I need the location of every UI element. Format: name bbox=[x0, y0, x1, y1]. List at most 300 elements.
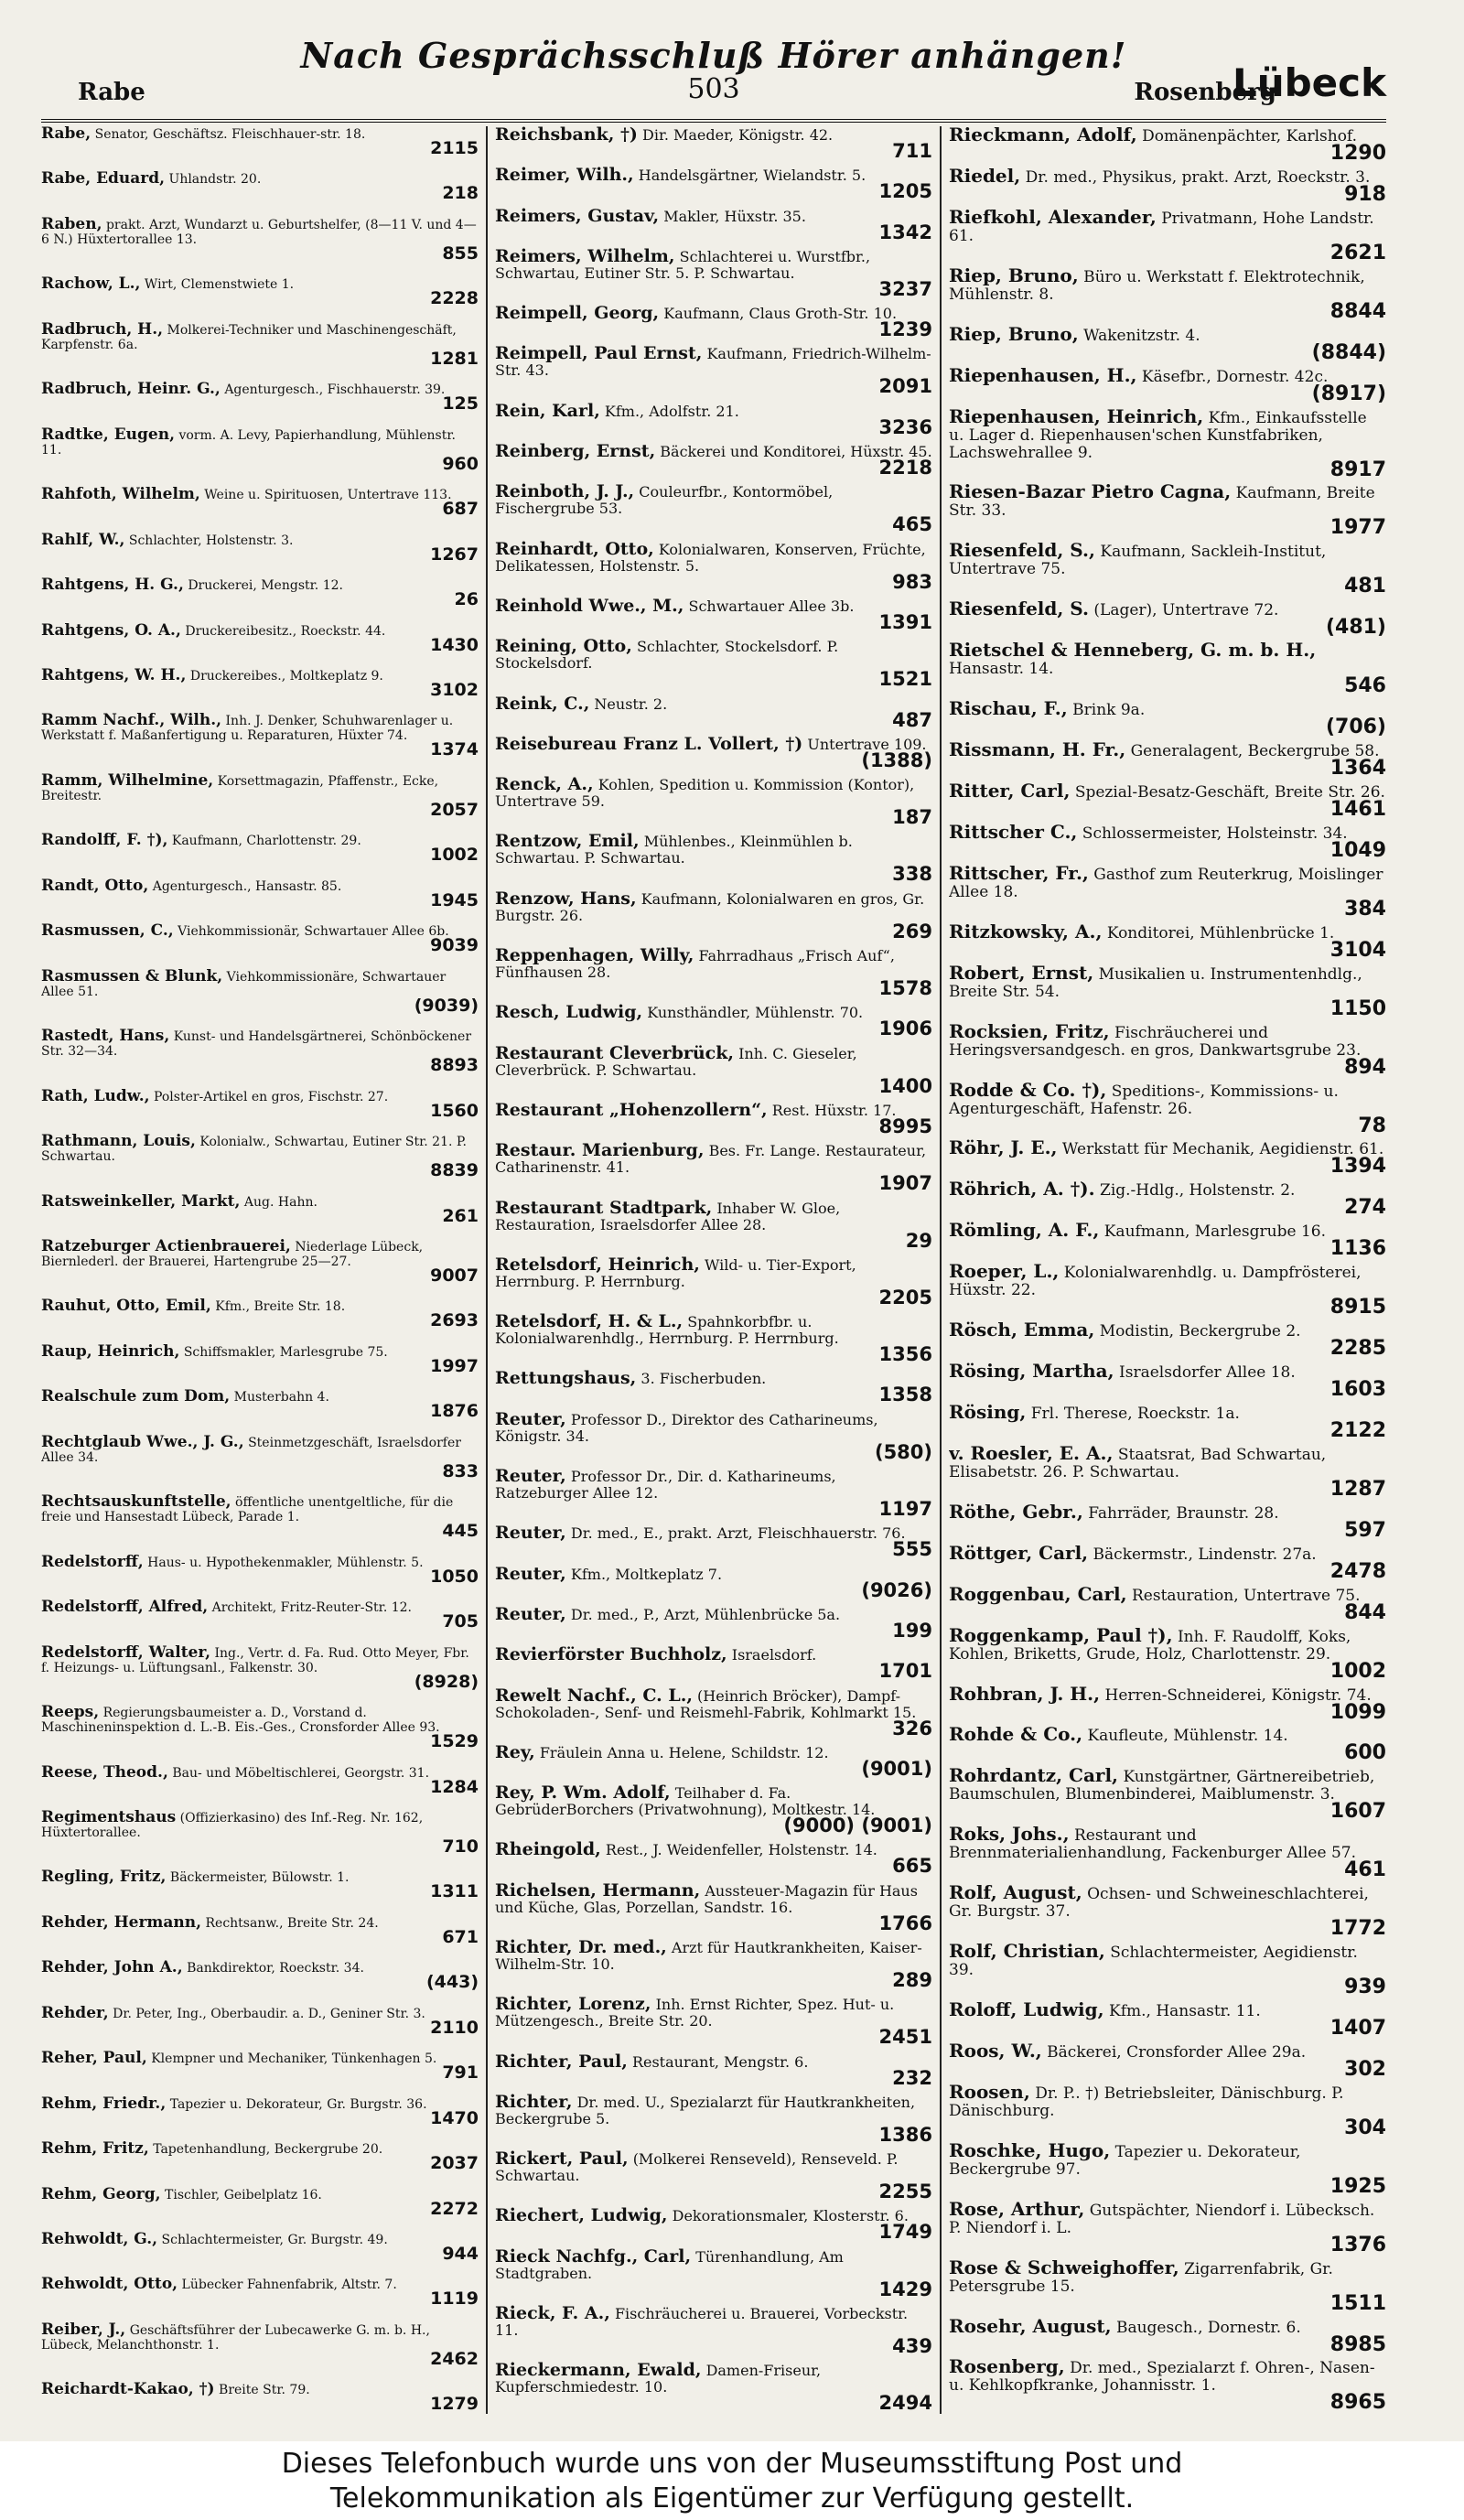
entry-phone-number: 1407 bbox=[1329, 2017, 1386, 2041]
entry-detail: Dr. med., Spezialarzt f. Ohren-, Nasen- u. Kehlkopfkranke, Johannisstr. 1. bbox=[949, 2359, 1375, 2396]
entry-detail: Musterbahn 4. bbox=[233, 1390, 329, 1405]
directory-entry bbox=[949, 779, 1386, 821]
entry-phone-number: (443) bbox=[425, 1972, 479, 1993]
entry-detail: (Heinrich Bröcker), Dampf-Schokoladen-, Senf- und Reismehl-Fabrik, Kohlmarkt 15. bbox=[495, 1686, 917, 1721]
entry-phone-number: 555 bbox=[892, 1538, 932, 1561]
directory-entry bbox=[495, 638, 932, 689]
directory-entry bbox=[495, 2053, 932, 2088]
header-left-guide-word: Rabe bbox=[78, 79, 145, 106]
entry-phone-number: 600 bbox=[1344, 1741, 1386, 1765]
entry-detail: Rest. Hüxstr. 17. bbox=[771, 1101, 897, 1119]
entry-name: Raup, Heinrich, bbox=[41, 1341, 180, 1361]
entry-phone-number: 8844 bbox=[1329, 299, 1386, 323]
entry-name: Rasmussen & Blunk, bbox=[41, 966, 223, 985]
entry-detail: Kfm., Breite Str. 18. bbox=[215, 1299, 346, 1315]
entry-phone-number: 302 bbox=[1344, 2057, 1386, 2081]
entry-name: Rheingold, bbox=[495, 1839, 601, 1860]
entry-name: Ramm Nachf., Wilh., bbox=[41, 711, 222, 730]
entry-phone-number: 1197 bbox=[878, 1498, 932, 1521]
entry-name: Rehm, Georg, bbox=[41, 2184, 161, 2203]
entry-phone-number: 1386 bbox=[878, 2123, 932, 2146]
entry-phone-number: 2091 bbox=[878, 375, 932, 398]
entry-name: Roos, W., bbox=[949, 2039, 1042, 2062]
entry-name: Riesenfeld, S., bbox=[949, 539, 1095, 562]
entry-name: Rastedt, Hans, bbox=[41, 1027, 170, 1046]
entry-detail: Kaufmann, Kolonialwaren en gros, Gr. Burgstr. 26. bbox=[495, 889, 925, 924]
entry-phone-number: 1364 bbox=[1329, 757, 1386, 781]
entry-detail: Schlachterei u. Wurstfbr., Schwartau, Eutiner Str. 5. P. Schwartau. bbox=[495, 247, 871, 282]
entry-detail: Bau- und Möbeltischlerei, Georgstr. 31. bbox=[172, 1765, 430, 1781]
directory-entry bbox=[949, 1019, 1386, 1079]
column-divider bbox=[486, 126, 488, 2414]
entry-name: Randolff, F. †), bbox=[41, 831, 168, 850]
footer-line-1: Dieses Telefonbuch wurde uns von der Museumsstiftung Post und bbox=[281, 2448, 1183, 2480]
entry-detail: Werkstatt für Mechanik, Aegidienstr. 61. bbox=[1061, 1140, 1384, 1159]
directory-entry bbox=[949, 2314, 1386, 2356]
entry-phone-number: 2285 bbox=[1329, 1337, 1386, 1361]
entry-name: Reinhold Wwe., M., bbox=[495, 595, 684, 616]
directory-entry bbox=[495, 1563, 932, 1601]
entry-name: Radbruch, Heinr. G., bbox=[41, 380, 221, 399]
entry-detail: Modistin, Beckergrube 2. bbox=[1099, 1322, 1301, 1341]
entry-phone-number: 465 bbox=[892, 513, 932, 536]
entry-phone-number: 1749 bbox=[878, 2221, 932, 2244]
directory-entry bbox=[495, 776, 932, 827]
entry-detail: Kfm., Hansastr. 11. bbox=[1109, 2002, 1261, 2021]
entry-detail: Tapezier u. Dekorateur, Gr. Burgstr. 36. bbox=[169, 2096, 427, 2112]
entry-name: Rodde & Co. †), bbox=[949, 1078, 1107, 1101]
directory-entry bbox=[495, 2305, 932, 2356]
directory-entry bbox=[949, 126, 1386, 164]
entry-name: v. Roesler, E. A., bbox=[949, 1441, 1114, 1464]
entry-detail: Israelsdorfer Allee 18. bbox=[1119, 1363, 1296, 1383]
directory-entry bbox=[949, 1582, 1386, 1624]
entry-name: Reuter, bbox=[495, 1563, 566, 1584]
entry-phone-number: 8893 bbox=[430, 1055, 479, 1076]
entry-name: Reichsbank, †) bbox=[495, 126, 638, 145]
entry-phone-number: 546 bbox=[1344, 674, 1386, 698]
directory-entry bbox=[41, 1389, 479, 1420]
entry-name: Reuter, bbox=[495, 1408, 566, 1429]
entry-name: Radbruch, H., bbox=[41, 319, 164, 339]
directory-entry bbox=[949, 1180, 1386, 1218]
entry-detail: Frl. Therese, Roeckstr. 1a. bbox=[1030, 1404, 1240, 1423]
entry-name: Reeps, bbox=[41, 1703, 100, 1722]
entry-phone-number: 2122 bbox=[1329, 1418, 1386, 1442]
directory-entry bbox=[949, 961, 1386, 1020]
directory-entry bbox=[949, 920, 1386, 962]
entry-name: Richter, Lorenz, bbox=[495, 1994, 651, 2015]
entry-detail: Herren-Schneiderei, Königstr. 74. bbox=[1104, 1685, 1372, 1705]
entry-detail: Kfm., Moltkeplatz 7. bbox=[570, 1565, 723, 1583]
entry-phone-number: 2228 bbox=[430, 288, 479, 309]
entry-phone-number: (9026) bbox=[861, 1578, 932, 1601]
directory-entry bbox=[495, 733, 932, 771]
entry-detail: Kolonialw., Schwartau, Eutiner Str. 21. P. Schwartau. bbox=[41, 1135, 467, 1165]
directory-entry bbox=[41, 2003, 479, 2038]
entry-phone-number: 8839 bbox=[430, 1160, 479, 1181]
entry-name: Regimentshaus bbox=[41, 1807, 177, 1826]
directory-entry bbox=[41, 1642, 479, 1692]
directory-entry bbox=[495, 1256, 932, 1308]
entry-phone-number: 218 bbox=[442, 183, 479, 204]
entry-detail: Bäckermstr., Lindenstr. 27a. bbox=[1093, 1545, 1317, 1564]
entry-detail: (Molkerei Renseveld), Renseveld. P. Schwartau. bbox=[495, 2150, 899, 2185]
directory-entry bbox=[495, 1042, 932, 1097]
entry-phone-number: 461 bbox=[1344, 1858, 1386, 1882]
entry-name: Riesenfeld, S. bbox=[949, 598, 1089, 620]
entry-phone-number: 1050 bbox=[430, 1566, 479, 1587]
directory-entry bbox=[495, 1468, 932, 1519]
directory-entry bbox=[495, 205, 932, 243]
entry-name: Rabe, Eduard, bbox=[41, 169, 166, 188]
entry-phone-number: 1311 bbox=[430, 1881, 479, 1902]
directory-entry bbox=[949, 264, 1386, 323]
entry-detail: Fischräucherei u. Brauerei, Vorbeckstr. 11. bbox=[495, 2305, 909, 2340]
entry-detail: Kaufmann, Charlottenstr. 29. bbox=[171, 834, 361, 849]
entry-phone-number: 8915 bbox=[1329, 1296, 1386, 1319]
entry-name: Roggenbau, Carl, bbox=[949, 1582, 1127, 1605]
directory-entry bbox=[41, 1807, 479, 1857]
entry-name: Roeper, L., bbox=[949, 1260, 1060, 1283]
directory-entry bbox=[495, 1784, 932, 1836]
directory-entry bbox=[495, 1879, 932, 1934]
entry-detail: Viehkommissionäre, Schwartauer Allee 51. bbox=[41, 969, 447, 999]
directory-entry bbox=[949, 539, 1386, 598]
directory-entry bbox=[949, 1825, 1386, 1880]
entry-name: Reinhardt, Otto, bbox=[495, 538, 654, 559]
entry-name: Rohbran, J. H., bbox=[949, 1682, 1101, 1705]
entry-phone-number: 274 bbox=[1344, 1196, 1386, 1220]
entry-detail: Lübecker Fahnenfabrik, Altstr. 7. bbox=[181, 2278, 397, 2293]
entry-phone-number: 29 bbox=[905, 1229, 932, 1252]
directory-entry bbox=[495, 400, 932, 438]
directory-entry bbox=[495, 1936, 932, 1991]
directory-entry bbox=[949, 1136, 1386, 1179]
entry-name: Römling, A. F., bbox=[949, 1219, 1100, 1242]
entry-name: Rathmann, Louis, bbox=[41, 1132, 196, 1151]
entry-name: Richter, bbox=[495, 2091, 573, 2112]
entry-detail: Privatmann, Hohe Landstr. 61. bbox=[949, 209, 1374, 245]
entry-phone-number: 844 bbox=[1344, 1600, 1386, 1624]
entry-phone-number: 1099 bbox=[1329, 1700, 1386, 1724]
directory-entry bbox=[949, 2080, 1386, 2139]
entry-detail: Molkerei-Techniker und Maschinengeschäft, Karpfenstr. 6a. bbox=[41, 322, 457, 352]
directory-entry bbox=[41, 2382, 479, 2413]
entry-name: Rose, Arthur, bbox=[949, 2197, 1085, 2220]
entry-phone-number: 445 bbox=[442, 1521, 479, 1542]
entry-name: Rabe, bbox=[41, 126, 92, 143]
directory-entry bbox=[41, 171, 479, 202]
directory-entry bbox=[41, 1869, 479, 1901]
entry-detail: Tischler, Geibelplatz 16. bbox=[165, 2187, 322, 2202]
directory-entry bbox=[495, 890, 932, 942]
entry-detail: Dr. med. U., Spezialarzt für Hautkrankheiten, Beckergrube 5. bbox=[495, 2093, 916, 2127]
entry-detail: Bäckerei und Konditorei, Hüxstr. 45. bbox=[660, 443, 932, 461]
directory-column-2 bbox=[495, 126, 932, 2414]
entry-detail: Architekt, Fritz-Reuter-Str. 12. bbox=[211, 1600, 412, 1616]
entry-name: Rohde & Co., bbox=[949, 1723, 1083, 1746]
entry-name: Rath, Ludw., bbox=[41, 1086, 150, 1105]
directory-entry bbox=[41, 2322, 479, 2368]
entry-detail: Brink 9a. bbox=[1072, 701, 1146, 720]
entry-name: Reimpell, Georg, bbox=[495, 303, 660, 324]
directory-entry bbox=[495, 2245, 932, 2300]
entry-phone-number: 1150 bbox=[1329, 996, 1386, 1020]
directory-entry bbox=[495, 2362, 932, 2413]
directory-entry bbox=[41, 276, 479, 307]
entry-detail: Kaufmann, Friedrich-Wilhelm-Str. 43. bbox=[495, 345, 931, 380]
entry-detail: Makler, Hüxstr. 35. bbox=[663, 207, 806, 225]
directory-entry bbox=[949, 2256, 1386, 2315]
entry-phone-number: 1607 bbox=[1329, 1800, 1386, 1824]
entry-phone-number: 1997 bbox=[430, 1355, 479, 1376]
footer-line-2: Telekommunikation als Eigentümer zur Verfügung gestellt. bbox=[329, 2482, 1135, 2515]
directory-entry bbox=[41, 1494, 479, 1540]
entry-detail: Generalagent, Beckergrube 58. bbox=[1130, 742, 1380, 761]
directory-entry bbox=[949, 1321, 1386, 1359]
directory-entry bbox=[949, 1881, 1386, 1941]
directory-entry bbox=[41, 487, 479, 518]
entry-name: Rahfoth, Wilhelm, bbox=[41, 485, 200, 504]
entry-phone-number: 983 bbox=[892, 570, 932, 593]
entry-detail: Dr. med., P., Arzt, Mühlenbrücke 5a. bbox=[570, 1605, 841, 1623]
entry-phone-number: 8985 bbox=[1329, 2332, 1386, 2356]
entry-phone-number: 2110 bbox=[430, 2017, 479, 2038]
directory-entry bbox=[41, 1298, 479, 1330]
entry-detail: Schwartauer Allee 3b. bbox=[688, 597, 855, 615]
entry-detail: Restaurant und Brennmaterialienhandlung, Fackenburger Allee 57. bbox=[949, 1826, 1356, 1863]
entry-name: Reinberg, Ernst, bbox=[495, 441, 656, 462]
entry-phone-number: 2621 bbox=[1329, 241, 1386, 264]
entry-detail: Hansastr. 14. bbox=[949, 660, 1054, 679]
entry-phone-number: 2494 bbox=[878, 2392, 932, 2414]
entry-detail: Ing., Vertr. d. Fa. Rud. Otto Meyer, Fbr. f. Heizungs- u. Lüftungsanl., Falkenstr. 30. bbox=[41, 1645, 469, 1675]
entry-detail: Kfm., Einkaufsstelle u. Lager d. Riepenhausen'schen Kunstfabriken, Lachswehrallee 9. bbox=[949, 408, 1367, 462]
directory-entry bbox=[495, 833, 932, 884]
entry-detail: Inhaber W. Gloe, Restauration, Israelsdorfer Allee 28. bbox=[495, 1199, 841, 1233]
entry-phone-number: 2057 bbox=[430, 799, 479, 820]
entry-phone-number: 597 bbox=[1344, 1518, 1386, 1542]
entry-phone-number: 1603 bbox=[1329, 1378, 1386, 1402]
directory-entry bbox=[495, 1197, 932, 1252]
directory-entry bbox=[949, 1541, 1386, 1583]
entry-name: Rahlf, W., bbox=[41, 530, 125, 549]
entry-phone-number: 1529 bbox=[430, 1731, 479, 1752]
entry-name: Rahtgens, W. H., bbox=[41, 665, 187, 684]
entry-name: Rocksien, Fritz, bbox=[949, 1019, 1110, 1042]
entry-detail: Breite Str. 79. bbox=[219, 2383, 310, 2398]
entry-detail: Konditorei, Mühlenbrücke 1. bbox=[1106, 923, 1335, 942]
entry-detail: Druckerei, Mengstr. 12. bbox=[188, 578, 343, 594]
entry-name: Restaurant Stadtpark, bbox=[495, 1197, 713, 1218]
entry-name: Röthe, Gebr., bbox=[949, 1500, 1083, 1523]
directory-entry bbox=[495, 126, 932, 161]
entry-phone-number: 1907 bbox=[878, 1172, 932, 1195]
directory-entry bbox=[41, 923, 479, 954]
entry-phone-number: 232 bbox=[892, 2066, 932, 2089]
entry-detail: Kolonialwarenhdlg. u. Dampfrösterei, Hüxstr. 22. bbox=[949, 1264, 1362, 1300]
entry-phone-number: 9039 bbox=[430, 935, 479, 956]
directory-entry bbox=[41, 770, 479, 820]
entry-detail: Kunst- und Handelsgärtnerei, Schönböckener Str. 32—34. bbox=[41, 1029, 472, 1060]
page-number: 503 bbox=[687, 73, 740, 105]
entry-phone-number: 9007 bbox=[430, 1265, 479, 1286]
entry-name: Retelsdorf, Heinrich, bbox=[495, 1254, 700, 1275]
entry-phone-number: 1977 bbox=[1329, 516, 1386, 540]
entry-name: Rolf, August, bbox=[949, 1881, 1082, 1904]
directory-entry bbox=[949, 1998, 1386, 2041]
entry-name: Rittscher C., bbox=[949, 820, 1078, 843]
directory-entry bbox=[495, 2150, 932, 2202]
entry-phone-number: 1284 bbox=[430, 1776, 479, 1797]
directory-entry bbox=[949, 1400, 1386, 1442]
entry-detail: Restauration, Untertrave 75. bbox=[1132, 1586, 1361, 1605]
entry-detail: Käsefbr., Dornestr. 42c. bbox=[1141, 367, 1329, 386]
entry-phone-number: 710 bbox=[442, 1836, 479, 1857]
directory-entry bbox=[41, 319, 479, 369]
entry-phone-number: 1136 bbox=[1329, 1237, 1386, 1261]
entry-name: Rehwoldt, Otto, bbox=[41, 2275, 178, 2294]
entry-name: Reuter, bbox=[495, 1523, 566, 1544]
directory-entry bbox=[41, 1086, 479, 1121]
entry-phone-number: 3104 bbox=[1329, 938, 1386, 962]
entry-phone-number: 3237 bbox=[878, 277, 932, 300]
entry-phone-number: 2478 bbox=[1329, 1559, 1386, 1583]
directory-entry bbox=[41, 1960, 479, 1991]
entry-name: Rösing, Martha, bbox=[949, 1360, 1114, 1383]
entry-detail: prakt. Arzt, Wundarzt u. Geburtshelfer, (8—11 V. und 4—6 N.) Hüxtertorallee 13. bbox=[41, 217, 477, 247]
entry-detail: Bäckermeister, Bülowstr. 1. bbox=[169, 1870, 350, 1886]
entry-name: Restaurant Cleverbrück, bbox=[495, 1042, 735, 1063]
directory-entry bbox=[495, 2207, 932, 2242]
entry-detail: Fahrräder, Braunstr. 28. bbox=[1088, 1503, 1279, 1523]
entry-phone-number: 1394 bbox=[1329, 1155, 1386, 1179]
entry-phone-number: 3236 bbox=[878, 415, 932, 438]
directory-entry bbox=[949, 1219, 1386, 1261]
entry-detail: Israelsdorf. bbox=[731, 1646, 817, 1664]
directory-entry bbox=[495, 947, 932, 998]
entry-name: Rentzow, Emil, bbox=[495, 831, 640, 852]
entry-name: Rohrdantz, Carl, bbox=[949, 1764, 1119, 1787]
entry-name: Redelstorff, Walter, bbox=[41, 1642, 211, 1662]
entry-name: Ritzkowsky, A., bbox=[949, 920, 1103, 942]
entry-name: Roloff, Ludwig, bbox=[949, 1998, 1104, 2021]
entry-detail: Rechtsanw., Breite Str. 24. bbox=[205, 1915, 379, 1931]
entry-name: Rittscher, Fr., bbox=[949, 861, 1089, 884]
entry-name: Reher, Paul, bbox=[41, 2049, 147, 2068]
directory-entry bbox=[495, 1687, 932, 1739]
entry-detail: Dr. med., Physikus, prakt. Arzt, Roeckstr. 3. bbox=[1025, 167, 1371, 187]
column-divider bbox=[940, 126, 942, 2414]
entry-name: Renzow, Hans, bbox=[495, 888, 637, 909]
directory-entry bbox=[949, 738, 1386, 781]
entry-phone-number: (9039) bbox=[414, 995, 479, 1016]
entry-phone-number: 894 bbox=[1344, 1055, 1386, 1079]
entry-name: Resch, Ludwig, bbox=[495, 1002, 643, 1023]
entry-name: Realschule zum Dom, bbox=[41, 1387, 231, 1406]
entry-detail: Kaufmann, Marlesgrube 16. bbox=[1103, 1222, 1327, 1242]
entry-name: Riechert, Ludwig, bbox=[495, 2205, 668, 2226]
entry-name: Retelsdorf, H. & L., bbox=[495, 1311, 684, 1332]
directory-entry bbox=[41, 2096, 479, 2127]
entry-phone-number: 705 bbox=[442, 1611, 479, 1632]
entry-detail: Professor D., Direktor des Catharineums, Königstr. 34. bbox=[495, 1410, 878, 1445]
entry-phone-number: 1766 bbox=[878, 1912, 932, 1934]
entry-phone-number: 1002 bbox=[1329, 1659, 1386, 1683]
entry-detail: Couleurfbr., Kontormöbel, Fischergrube 53. bbox=[495, 483, 834, 518]
entry-phone-number: 1267 bbox=[430, 544, 479, 565]
entry-name: Rosenberg, bbox=[949, 2355, 1065, 2378]
entry-detail: Wakenitzstr. 4. bbox=[1083, 326, 1200, 345]
entry-phone-number: 2255 bbox=[878, 2181, 932, 2203]
entry-phone-number: 833 bbox=[442, 1460, 479, 1481]
entry-phone-number: (580) bbox=[874, 1440, 932, 1463]
directory-entry bbox=[495, 1741, 932, 1780]
entry-phone-number: 2115 bbox=[430, 138, 479, 158]
header-city: Lübeck bbox=[1232, 60, 1386, 105]
entry-phone-number: 1279 bbox=[430, 2394, 479, 2414]
entry-phone-number: 855 bbox=[442, 242, 479, 264]
entry-phone-number: 1119 bbox=[430, 2288, 479, 2310]
entry-phone-number: 711 bbox=[892, 140, 932, 162]
directory-entry bbox=[41, 1762, 479, 1797]
page-header bbox=[41, 35, 1386, 117]
entry-detail: 3. Fischerbuden. bbox=[640, 1370, 767, 1388]
entry-name: Ramm, Wilhelmine, bbox=[41, 770, 214, 790]
entry-name: Rieck Nachfg., Carl, bbox=[495, 2245, 692, 2267]
entry-phone-number: 1461 bbox=[1329, 797, 1386, 821]
entry-phone-number: 960 bbox=[442, 453, 479, 474]
entry-detail: Uhlandstr. 20. bbox=[168, 172, 262, 188]
directory-entry bbox=[41, 2277, 479, 2308]
entry-phone-number: 187 bbox=[892, 806, 932, 829]
directory-entry bbox=[41, 530, 479, 565]
directory-entry bbox=[949, 2039, 1386, 2081]
entry-detail: Gutspächter, Niendorf i. Lübecksch. P. Niendorf i. L. bbox=[949, 2201, 1375, 2237]
entry-detail: Druckereibes., Moltkeplatz 9. bbox=[189, 668, 383, 684]
entry-detail: Türenhandlung, Am Stadtgraben. bbox=[495, 2247, 844, 2282]
entry-detail: Büro u. Werkstatt f. Elektrotechnik, Mühlenstr. 8. bbox=[949, 267, 1365, 304]
entry-phone-number: 918 bbox=[1344, 182, 1386, 206]
directory-entry bbox=[495, 538, 932, 593]
entry-phone-number: 199 bbox=[892, 1619, 932, 1642]
header-rule bbox=[41, 119, 1386, 123]
entry-detail: Steinmetzgeschäft, Israelsdorfer Allee 34. bbox=[41, 1435, 461, 1465]
header-motto: Nach Gesprächsschluß Hörer anhängen! bbox=[300, 35, 1127, 76]
directory-entry bbox=[949, 1078, 1386, 1137]
entry-name: Redelstorff, Alfred, bbox=[41, 1598, 209, 1617]
entry-detail: Aussteuer-Magazin für Haus und Küche, Glas, Porzellan, Sandstr. 16. bbox=[495, 1881, 918, 1916]
entry-name: Rehm, Fritz, bbox=[41, 2139, 149, 2159]
entry-phone-number: 289 bbox=[892, 1968, 932, 1991]
entry-detail: Fischräucherei und Heringsversandgesch. en gros, Dankwartsgrube 23. bbox=[949, 1023, 1362, 1060]
entry-detail: Niederlage Lübeck, Biernlederl. der Brauerei, Hartengrube 25—27. bbox=[41, 1239, 424, 1269]
entry-detail: Schlachtermeister, Aegidienstr. 39. bbox=[949, 1944, 1358, 1980]
entry-phone-number: 1287 bbox=[1329, 1477, 1386, 1501]
entry-detail: Polster-Artikel en gros, Fischstr. 27. bbox=[154, 1089, 389, 1104]
entry-detail: Inh. C. Gieseler, Cleverbrück. P. Schwartau. bbox=[495, 1044, 857, 1079]
entry-phone-number: 1578 bbox=[878, 977, 932, 1000]
entry-phone-number: 269 bbox=[892, 920, 932, 942]
entry-name: Rolf, Christian, bbox=[949, 1940, 1105, 1963]
entry-phone-number: 1701 bbox=[878, 1660, 932, 1683]
entry-name: Reese, Theod., bbox=[41, 1762, 168, 1782]
entry-phone-number: 1925 bbox=[1329, 2174, 1386, 2198]
directory-entry bbox=[41, 878, 479, 910]
entry-phone-number: 1876 bbox=[430, 1401, 479, 1422]
directory-entry bbox=[949, 1723, 1386, 1765]
